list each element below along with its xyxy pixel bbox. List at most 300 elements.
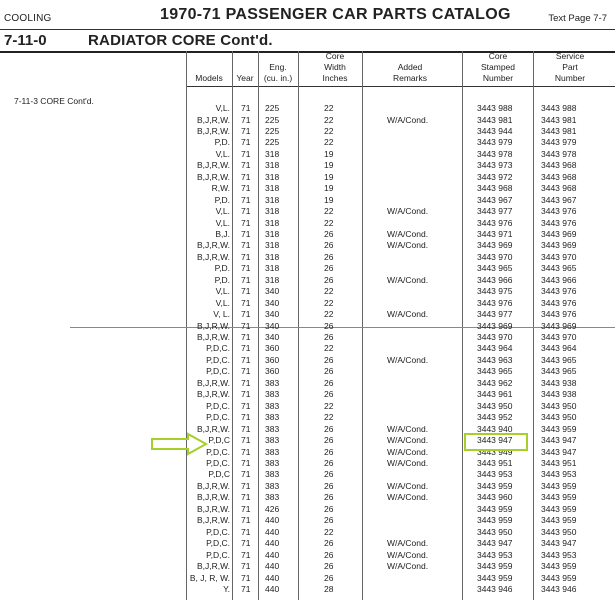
cell-eng: 383 bbox=[265, 457, 280, 468]
cell-remarks: W/A/Cond. bbox=[387, 274, 429, 285]
cell-model: B,J,R,W. bbox=[196, 332, 230, 342]
cell-model: P,D,C. bbox=[206, 400, 230, 411]
cell-stamped: 3443 969 bbox=[477, 320, 513, 331]
col-header-core-width bbox=[310, 51, 360, 84]
cell-model: V,L. bbox=[215, 148, 230, 159]
cell-eng: 426 bbox=[265, 503, 280, 514]
cell-service: 3443 969 bbox=[541, 240, 577, 251]
col-header-stamped-line3: Number bbox=[482, 73, 514, 83]
cell-eng: 340 bbox=[265, 297, 280, 308]
cell-core: 26 bbox=[324, 515, 334, 526]
cell-service: 3443 938 bbox=[541, 389, 577, 400]
cell-core: 22 bbox=[324, 137, 334, 148]
cell-model: P,D,C. bbox=[206, 549, 230, 560]
cell-core: 22 bbox=[324, 103, 334, 113]
cell-stamped: 3443 953 bbox=[477, 469, 513, 480]
cell-core: 26 bbox=[324, 389, 334, 400]
col-header-service-line3: Number bbox=[554, 73, 586, 83]
cell-model: B,J,R,W. bbox=[196, 114, 230, 125]
cell-eng: 318 bbox=[265, 274, 280, 285]
cell-core: 19 bbox=[324, 194, 334, 205]
cell-year: 71 bbox=[241, 137, 251, 148]
cell-eng: 440 bbox=[265, 538, 280, 549]
cell-core: 26 bbox=[324, 251, 334, 262]
cell-service: 3443 976 bbox=[541, 206, 577, 217]
cell-year: 71 bbox=[241, 228, 251, 239]
cell-remarks: W/A/Cond. bbox=[387, 228, 429, 239]
cell-year: 71 bbox=[241, 114, 251, 125]
cell-model: B, J, R, W. bbox=[189, 572, 230, 583]
cell-service: 3443 969 bbox=[541, 320, 577, 331]
col-header-models: Models bbox=[195, 73, 223, 83]
cell-remarks: W/A/Cond. bbox=[387, 480, 429, 491]
col-header-remarks-line1: Added bbox=[397, 62, 423, 72]
cell-model: V,L. bbox=[215, 217, 230, 228]
cell-service: 3443 965 bbox=[541, 354, 577, 365]
cell-core: 26 bbox=[324, 354, 334, 365]
cell-stamped: 3443 952 bbox=[477, 412, 513, 423]
cell-model: R,W. bbox=[211, 183, 230, 194]
cell-eng: 360 bbox=[265, 366, 280, 377]
cell-model: P,D,C. bbox=[206, 446, 230, 457]
cell-service: 3443 969 bbox=[541, 228, 577, 239]
cell-service: 3443 981 bbox=[541, 125, 577, 136]
cell-eng: 340 bbox=[265, 320, 280, 331]
cell-eng: 318 bbox=[265, 263, 280, 274]
cell-core: 26 bbox=[324, 263, 334, 274]
cell-year: 71 bbox=[241, 400, 251, 411]
cell-year: 71 bbox=[241, 286, 251, 297]
cell-year: 71 bbox=[241, 435, 251, 445]
cell-eng: 318 bbox=[265, 183, 280, 194]
cell-year: 71 bbox=[241, 572, 251, 583]
cell-year: 71 bbox=[241, 412, 251, 423]
cell-stamped: 3443 959 bbox=[477, 561, 513, 571]
cell-stamped: 3443 949 bbox=[477, 446, 513, 457]
col-header-core-width-line3: Inches bbox=[322, 73, 348, 83]
cell-year: 71 bbox=[241, 320, 251, 331]
cell-stamped: 3443 969 bbox=[477, 240, 513, 251]
cell-core: 26 bbox=[324, 377, 334, 388]
cell-stamped: 3443 979 bbox=[477, 137, 513, 148]
cell-service: 3443 970 bbox=[541, 332, 577, 342]
cell-year: 71 bbox=[241, 274, 251, 285]
cell-eng: 318 bbox=[265, 251, 280, 262]
cell-service: 3443 978 bbox=[541, 148, 577, 159]
cell-year: 71 bbox=[241, 423, 251, 434]
cell-model: V,L. bbox=[215, 297, 230, 308]
cell-eng: 440 bbox=[265, 572, 280, 583]
cell-core: 22 bbox=[324, 400, 334, 411]
cell-stamped: 3443 947 bbox=[477, 538, 513, 549]
cell-remarks: W/A/Cond. bbox=[387, 457, 429, 468]
cell-stamped: 3443 959 bbox=[477, 572, 513, 583]
cell-stamped: 3443 988 bbox=[477, 103, 513, 113]
cell-remarks: W/A/Cond. bbox=[387, 561, 429, 571]
cell-model: B,J. bbox=[215, 228, 230, 239]
cell-core: 22 bbox=[324, 526, 334, 537]
cell-stamped: 3443 960 bbox=[477, 492, 513, 503]
cell-year: 71 bbox=[241, 377, 251, 388]
cell-service: 3443 968 bbox=[541, 160, 577, 171]
cell-model: Y. bbox=[223, 583, 230, 594]
cell-year: 71 bbox=[241, 457, 251, 468]
cell-remarks: W/A/Cond. bbox=[387, 538, 429, 549]
cell-model: B,J,R,W. bbox=[196, 389, 230, 400]
col-header-stamped bbox=[463, 51, 533, 84]
cell-year: 71 bbox=[241, 332, 251, 342]
cell-service: 3443 953 bbox=[541, 469, 577, 480]
cell-model: P,D,C. bbox=[206, 343, 230, 354]
cell-year: 71 bbox=[241, 217, 251, 228]
cell-model: B,J,R,W. bbox=[196, 480, 230, 491]
cell-eng: 383 bbox=[265, 492, 280, 503]
cell-stamped: 3443 978 bbox=[477, 148, 513, 159]
cell-stamped: 3443 967 bbox=[477, 194, 513, 205]
col-header-core-width-line1: Core bbox=[325, 51, 345, 61]
cell-stamped: 3443 981 bbox=[477, 114, 513, 125]
cell-core: 26 bbox=[324, 492, 334, 503]
cell-model: B,J,R,W. bbox=[196, 561, 230, 571]
cell-core: 26 bbox=[324, 561, 334, 571]
cell-model: P,D. bbox=[214, 263, 230, 274]
cell-service: 3443 938 bbox=[541, 377, 577, 388]
cell-stamped: 3443 975 bbox=[477, 286, 513, 297]
cell-eng: 383 bbox=[265, 412, 280, 423]
cell-service: 3443 950 bbox=[541, 412, 577, 423]
col-header-eng bbox=[258, 62, 298, 84]
cell-year: 71 bbox=[241, 492, 251, 503]
cell-core: 26 bbox=[324, 435, 334, 445]
cell-core: 26 bbox=[324, 320, 334, 331]
cell-model: P,D,C. bbox=[206, 457, 230, 468]
cell-service: 3443 947 bbox=[541, 446, 577, 457]
cell-year: 71 bbox=[241, 160, 251, 171]
catalog-title: 1970-71 PASSENGER CAR PARTS CATALOG bbox=[160, 6, 511, 23]
cell-stamped: 3443 953 bbox=[477, 549, 513, 560]
cell-eng: 360 bbox=[265, 343, 280, 354]
cell-year: 71 bbox=[241, 561, 251, 571]
page-reference: Text Page 7-7 bbox=[548, 13, 607, 24]
cell-model: P,D,C bbox=[208, 469, 230, 480]
cell-core: 19 bbox=[324, 183, 334, 194]
cell-remarks: W/A/Cond. bbox=[387, 423, 429, 434]
cell-core: 22 bbox=[324, 125, 334, 136]
cell-eng: 318 bbox=[265, 217, 280, 228]
cell-service: 3443 976 bbox=[541, 297, 577, 308]
cell-core: 26 bbox=[324, 228, 334, 239]
cell-year: 71 bbox=[241, 148, 251, 159]
cell-stamped: 3443 977 bbox=[477, 206, 513, 217]
cell-model: B,J,R,W. bbox=[196, 240, 230, 251]
cell-model: P,D,C. bbox=[206, 366, 230, 377]
cell-stamped: 3443 940 bbox=[477, 423, 513, 434]
col-header-remarks bbox=[370, 62, 450, 84]
cell-eng: 340 bbox=[265, 309, 280, 320]
cell-year: 71 bbox=[241, 263, 251, 274]
col-rule bbox=[362, 51, 363, 600]
cell-year: 71 bbox=[241, 354, 251, 365]
cell-eng: 383 bbox=[265, 400, 280, 411]
cell-stamped: 3443 964 bbox=[477, 343, 513, 354]
cell-stamped: 3443 944 bbox=[477, 125, 513, 136]
col-rule bbox=[533, 51, 534, 600]
cell-service: 3443 976 bbox=[541, 217, 577, 228]
cell-eng: 440 bbox=[265, 526, 280, 537]
highlight-box bbox=[464, 433, 528, 451]
col-header-service bbox=[535, 51, 605, 84]
cell-remarks: W/A/Cond. bbox=[387, 354, 429, 365]
cell-eng: 383 bbox=[265, 469, 280, 480]
cell-remarks: W/A/Cond. bbox=[387, 492, 429, 503]
cell-stamped: 3443 950 bbox=[477, 400, 513, 411]
cell-eng: 383 bbox=[265, 389, 280, 400]
cell-year: 71 bbox=[241, 469, 251, 480]
cell-core: 26 bbox=[324, 549, 334, 560]
cell-service: 3443 951 bbox=[541, 457, 577, 468]
cell-eng: 440 bbox=[265, 549, 280, 560]
cell-model: P,D,C. bbox=[206, 412, 230, 423]
cell-service: 3443 959 bbox=[541, 572, 577, 583]
cell-stamped: 3443 963 bbox=[477, 354, 513, 365]
col-header-stamped-line1: Core bbox=[488, 51, 508, 61]
cell-stamped: 3443 961 bbox=[477, 389, 513, 400]
cell-service: 3443 964 bbox=[541, 343, 577, 354]
cell-remarks: W/A/Cond. bbox=[387, 435, 429, 445]
cell-stamped: 3443 959 bbox=[477, 515, 513, 526]
cell-year: 71 bbox=[241, 515, 251, 526]
cell-remarks: W/A/Cond. bbox=[387, 446, 429, 457]
cell-core: 22 bbox=[324, 114, 334, 125]
group-number: 7-11-0 bbox=[4, 32, 47, 49]
cell-eng: 318 bbox=[265, 194, 280, 205]
cell-stamped: 3443 977 bbox=[477, 309, 513, 320]
col-header-service-line2: Part bbox=[562, 62, 578, 72]
cell-stamped: 3443 951 bbox=[477, 457, 513, 468]
cell-model: P,D,C. bbox=[206, 354, 230, 365]
cell-year: 71 bbox=[241, 389, 251, 400]
cell-service: 3443 979 bbox=[541, 137, 577, 148]
cell-stamped: 3443 966 bbox=[477, 274, 513, 285]
cell-year: 71 bbox=[241, 583, 251, 594]
cell-eng: 225 bbox=[265, 114, 280, 125]
column-header-rule bbox=[186, 86, 615, 87]
cell-core: 22 bbox=[324, 309, 334, 320]
cell-model: B,J,R,W. bbox=[196, 171, 230, 182]
cell-core: 19 bbox=[324, 160, 334, 171]
cell-model: P,D,C bbox=[208, 435, 230, 445]
cell-remarks: W/A/Cond. bbox=[387, 549, 429, 560]
cell-stamped: 3443 972 bbox=[477, 171, 513, 182]
cell-core: 22 bbox=[324, 412, 334, 423]
cell-model: P,D. bbox=[214, 194, 230, 205]
cell-core: 26 bbox=[324, 457, 334, 468]
cell-year: 71 bbox=[241, 503, 251, 514]
cell-model: V,L. bbox=[215, 206, 230, 217]
cell-eng: 318 bbox=[265, 148, 280, 159]
cell-core: 22 bbox=[324, 286, 334, 297]
cell-service: 3443 966 bbox=[541, 274, 577, 285]
cell-stamped: 3443 968 bbox=[477, 183, 513, 194]
cell-year: 71 bbox=[241, 297, 251, 308]
cell-service: 3443 968 bbox=[541, 171, 577, 182]
cell-model: V,L. bbox=[215, 286, 230, 297]
cell-core: 22 bbox=[324, 217, 334, 228]
cell-stamped: 3443 965 bbox=[477, 263, 513, 274]
cell-service: 3443 950 bbox=[541, 526, 577, 537]
cell-service: 3443 967 bbox=[541, 194, 577, 205]
cell-stamped: 3443 970 bbox=[477, 332, 513, 342]
cell-eng: 318 bbox=[265, 228, 280, 239]
cell-eng: 318 bbox=[265, 240, 280, 251]
cell-stamped: 3443 971 bbox=[477, 228, 513, 239]
cell-year: 71 bbox=[241, 240, 251, 251]
cell-service: 3443 959 bbox=[541, 515, 577, 526]
cell-service: 3443 959 bbox=[541, 480, 577, 491]
cell-eng: 383 bbox=[265, 446, 280, 457]
cell-eng: 440 bbox=[265, 561, 280, 571]
cell-eng: 340 bbox=[265, 286, 280, 297]
cell-stamped: 3443 946 bbox=[477, 583, 513, 594]
cell-stamped: 3443 962 bbox=[477, 377, 513, 388]
cell-model: B,J,R,W. bbox=[196, 503, 230, 514]
cell-core: 19 bbox=[324, 148, 334, 159]
col-rule bbox=[462, 51, 463, 600]
cell-service: 3443 950 bbox=[541, 400, 577, 411]
cell-core: 26 bbox=[324, 332, 334, 342]
cell-core: 26 bbox=[324, 240, 334, 251]
col-header-remarks-line2: Remarks bbox=[392, 73, 427, 83]
cell-core: 22 bbox=[324, 343, 334, 354]
cell-service: 3443 959 bbox=[541, 561, 577, 571]
cell-service: 3443 988 bbox=[541, 103, 577, 113]
col-rule bbox=[258, 51, 259, 600]
cell-service: 3443 968 bbox=[541, 183, 577, 194]
cell-model: B,J,R,W. bbox=[196, 251, 230, 262]
cell-service: 3443 976 bbox=[541, 309, 577, 320]
cell-remarks: W/A/Cond. bbox=[387, 206, 429, 217]
cell-stamped: 3443 976 bbox=[477, 217, 513, 228]
cell-model: V,L. bbox=[215, 103, 230, 113]
cell-model: B,J,R,W. bbox=[196, 320, 230, 331]
cell-year: 71 bbox=[241, 206, 251, 217]
cell-core: 26 bbox=[324, 480, 334, 491]
cell-service: 3443 965 bbox=[541, 366, 577, 377]
cell-core: 26 bbox=[324, 572, 334, 583]
cell-service: 3443 959 bbox=[541, 492, 577, 503]
cell-core: 26 bbox=[324, 538, 334, 549]
cell-eng: 225 bbox=[265, 103, 280, 113]
cell-service: 3443 946 bbox=[541, 583, 577, 594]
cell-core: 26 bbox=[324, 446, 334, 457]
cell-year: 71 bbox=[241, 538, 251, 549]
subgroup-label: 7-11-3 CORE Cont'd. bbox=[14, 96, 94, 106]
cell-stamped: 3443 950 bbox=[477, 526, 513, 537]
cell-year: 71 bbox=[241, 183, 251, 194]
section-label: COOLING bbox=[4, 13, 52, 24]
group-title: RADIATOR CORE Cont'd. bbox=[88, 32, 273, 49]
cell-model: B,J,R,W. bbox=[196, 125, 230, 136]
cell-year: 71 bbox=[241, 103, 251, 113]
cell-core: 19 bbox=[324, 171, 334, 182]
cell-year: 71 bbox=[241, 526, 251, 537]
col-header-eng-line2: (cu. in.) bbox=[263, 73, 293, 83]
cell-model: P,D. bbox=[214, 274, 230, 285]
cell-model: B,J,R,W. bbox=[196, 423, 230, 434]
cell-service: 3443 976 bbox=[541, 286, 577, 297]
cell-model: P,D,C. bbox=[206, 538, 230, 549]
cell-core: 28 bbox=[324, 583, 334, 594]
cell-eng: 440 bbox=[265, 583, 280, 594]
cell-stamped: 3443 976 bbox=[477, 297, 513, 308]
cell-model: B,J,R,W. bbox=[196, 492, 230, 503]
cell-eng: 383 bbox=[265, 480, 280, 491]
col-header-service-line1: Service bbox=[555, 51, 585, 61]
cell-stamped: 3443 965 bbox=[477, 366, 513, 377]
cell-model: V, L. bbox=[213, 309, 230, 320]
cell-service: 3443 959 bbox=[541, 423, 577, 434]
cell-remarks: W/A/Cond. bbox=[387, 309, 429, 320]
cell-year: 71 bbox=[241, 480, 251, 491]
cell-eng: 318 bbox=[265, 160, 280, 171]
cell-model: P,D. bbox=[214, 137, 230, 148]
col-rule bbox=[298, 51, 299, 600]
cell-year: 71 bbox=[241, 194, 251, 205]
cell-stamped: 3443 973 bbox=[477, 160, 513, 171]
cell-service: 3443 959 bbox=[541, 503, 577, 514]
cell-year: 71 bbox=[241, 343, 251, 354]
cell-stamped: 3443 970 bbox=[477, 251, 513, 262]
cell-eng: 225 bbox=[265, 137, 280, 148]
col-header-core-width-line2: Width bbox=[324, 62, 346, 72]
cell-remarks: W/A/Cond. bbox=[387, 240, 429, 251]
cell-year: 71 bbox=[241, 125, 251, 136]
cell-service: 3443 965 bbox=[541, 263, 577, 274]
cell-service: 3443 981 bbox=[541, 114, 577, 125]
cell-model: B,J,R,W. bbox=[196, 377, 230, 388]
col-header-stamped-line2: Stamped bbox=[480, 62, 516, 72]
cell-service: 3443 953 bbox=[541, 549, 577, 560]
cell-core: 26 bbox=[324, 469, 334, 480]
col-header-eng-line1: Eng. bbox=[269, 62, 287, 72]
cell-service: 3443 947 bbox=[541, 538, 577, 549]
cell-year: 71 bbox=[241, 251, 251, 262]
cell-stamped: 3443 959 bbox=[477, 503, 513, 514]
cell-eng: 383 bbox=[265, 423, 280, 434]
cell-stamped: 3443 959 bbox=[477, 480, 513, 491]
cell-year: 71 bbox=[241, 549, 251, 560]
cell-eng: 383 bbox=[265, 435, 280, 445]
cell-eng: 318 bbox=[265, 206, 280, 217]
cell-eng: 318 bbox=[265, 171, 280, 182]
cell-core: 26 bbox=[324, 366, 334, 377]
cell-model: B,J,R,W. bbox=[196, 160, 230, 171]
cell-core: 26 bbox=[324, 503, 334, 514]
cell-service: 3443 970 bbox=[541, 251, 577, 262]
cell-year: 71 bbox=[241, 171, 251, 182]
cell-core: 26 bbox=[324, 274, 334, 285]
col-rule bbox=[232, 51, 233, 600]
cell-model: P,D,C. bbox=[206, 526, 230, 537]
cell-core: 22 bbox=[324, 297, 334, 308]
cell-remarks: W/A/Cond. bbox=[387, 114, 429, 125]
cell-model: B,J,R,W. bbox=[196, 515, 230, 526]
col-header-year: Year bbox=[236, 73, 254, 83]
cell-eng: 440 bbox=[265, 515, 280, 526]
cell-year: 71 bbox=[241, 366, 251, 377]
cell-stamped: 3443 947 bbox=[477, 435, 513, 445]
cell-service: 3443 947 bbox=[541, 435, 577, 445]
